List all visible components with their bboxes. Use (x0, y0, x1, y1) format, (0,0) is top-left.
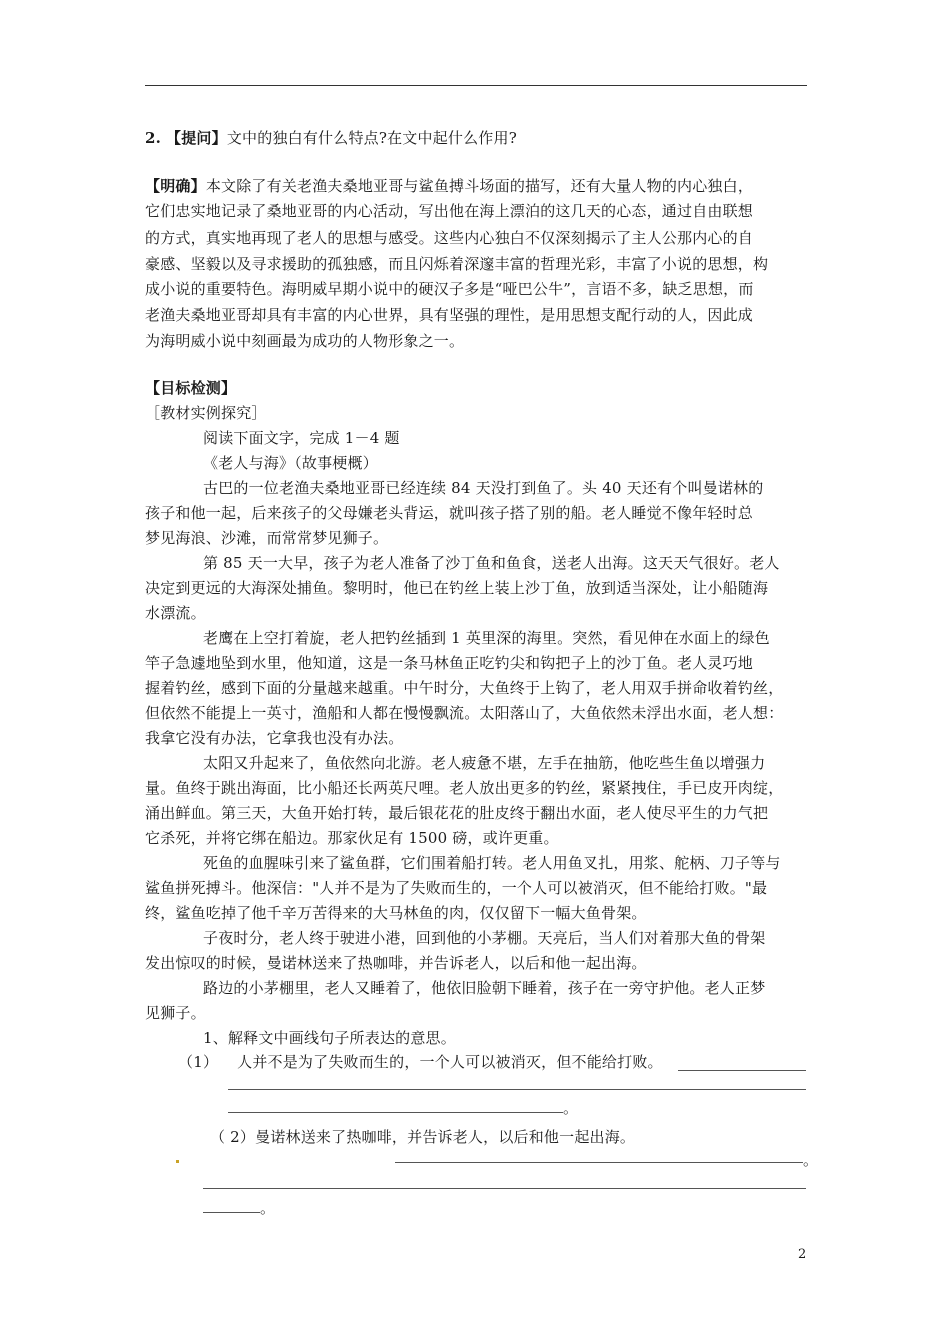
top-rule (145, 85, 807, 86)
answer-blank-1b[interactable] (228, 1089, 806, 1090)
story-line: 路边的小茅棚里，老人又睡着了，他依旧脸朝下睡着，孩子在一旁守护他。老人正梦 (203, 979, 766, 997)
story-line: 终，鲨鱼吃掉了他千辛万苦得来的大马林鱼的肉，仅仅留下一幅大鱼骨架。 (145, 904, 647, 922)
story-line: 子夜时分，老人终于驶进小港，回到他的小茅棚。天亮后，当人们对着那大鱼的骨架 (203, 929, 766, 947)
story-line: 见狮子。 (145, 1004, 206, 1022)
end-mark-3: 。 (260, 1199, 276, 1217)
answer-line-3: 的方式，真实地再现了老人的思想与感受。这些内心独白不仅深刻揭示了主人公那内心的自 (145, 229, 754, 247)
answer-blank-2b[interactable] (203, 1188, 806, 1189)
question-2 (145, 128, 517, 148)
answer-line-7: 为海明威小说中刻画最为成功的人物形象之一。 (145, 332, 465, 350)
question-text: 文中的独白有什么特点?在文中起什么作用? (226, 129, 517, 147)
story-line: 竿子急遽地坠到水里，他知道，这是一条马林鱼正吃钓尖和钩把子上的沙丁鱼。老人灵巧地 (145, 654, 754, 672)
item-2-number: （ 2） (210, 1128, 256, 1146)
story-line: 决定到更远的大海深处捕鱼。黎明时，他已在钓丝上装上沙丁鱼，放到适当深处，让小船随海 (145, 579, 769, 597)
story-line: 老鹰在上空打着旋，老人把钓丝插到 1 英里深的海里。突然，看见伸在水面上的绿色 (203, 629, 770, 647)
story-line: 第 85 天一大早，孩子为老人准备了沙丁鱼和鱼食，送老人出海。这天天气很好。老人 (203, 554, 780, 572)
story-line: 但依然不能提上一英寸，渔船和人都在慢慢飘流。太阳落山了，大鱼依然未浮出水面，老人想： (145, 704, 784, 722)
answer-blank-2a[interactable] (395, 1162, 803, 1163)
answer-blank-1c[interactable] (228, 1112, 563, 1113)
answer-blank-2c[interactable] (203, 1212, 260, 1213)
story-line: 孩子和他一起，后来孩子的父母嫌老头背运，就叫孩子搭了别的船。老人睡觉不像年轻时总 (145, 504, 754, 522)
answer-line-5: 成小说的重要特色。海明威早期小说中的硬汉子多是“哑巴公牛”，言语不多，缺乏思想，而 (145, 280, 754, 298)
story-line: 太阳又升起来了，鱼依然向北游。老人疲惫不堪，左手在抽筋，他吃些生鱼以增强力 (203, 754, 766, 772)
answer-line-1 (145, 176, 753, 196)
answer-blank-1a[interactable] (678, 1070, 806, 1071)
story-line: 梦见海浪、沙滩，而常常梦见狮子。 (145, 529, 389, 547)
exercise-prompt: 1、解释文中画线句子所表达的意思。 (203, 1029, 456, 1047)
mark-dot (176, 1160, 179, 1163)
section-heading: 【目标检测】 (145, 379, 237, 397)
page-number: 2 (798, 1247, 807, 1262)
story-line: 涌出鲜血。第三天，大鱼开始打转，最后银花花的肚皮终于翻出水面，老人使尽平生的力气把 (145, 804, 769, 822)
story-line: 鲨鱼拼死搏斗。他深信："人并不是为了失败而生的，一个人可以被消灭，但不能给打败。"最 (145, 879, 768, 897)
item-1-number: （1） (178, 1053, 219, 1071)
story-line: 发出惊叹的时候，曼诺林送来了热咖啡，并告诉老人，以后和他一起出海。 (145, 954, 647, 972)
story-line: 死鱼的血腥味引来了鲨鱼群，它们围着船打转。老人用鱼叉扎，用浆、舵柄、刀子等与 (203, 854, 781, 872)
end-mark-2: 。 (803, 1151, 819, 1169)
question-number: 2. (145, 129, 162, 147)
story-line: 握着钓丝，感到下面的分量越来越重。中午时分，大鱼终于上钩了，老人用双手拼命收着钓丝， (145, 679, 784, 697)
exercise-item-2 (210, 1127, 635, 1147)
exercise-item-1 (178, 1052, 663, 1072)
section-subheading: ［教材实例探究］ (145, 404, 267, 422)
question-tag: 【提问】 (166, 129, 227, 147)
end-mark-1: 。 (563, 1099, 579, 1117)
story-title: 《老人与海》（故事梗概） (203, 454, 378, 472)
item-1-text: 人并不是为了失败而生的，一个人可以被消灭，但不能给打败。 (237, 1053, 663, 1071)
item-2-text: 曼诺林送来了热咖啡，并告诉老人，以后和他一起出海。 (255, 1128, 636, 1146)
story-line: 它杀死，并将它绑在船边。那家伙足有 1500 磅，或许更重。 (145, 829, 559, 847)
instruction: 阅读下面文字，完成 1－4 题 (203, 429, 400, 447)
story-line: 水漂流。 (145, 604, 206, 622)
answer-line-6: 老渔夫桑地亚哥却具有丰富的内心世界，具有坚强的理性，是用思想支配行动的人，因此成 (145, 306, 754, 324)
answer-tag: 【明确】 (145, 177, 206, 195)
story-line: 我拿它没有办法，它拿我也没有办法。 (145, 729, 404, 747)
answer-line-2: 它们忠实地记录了桑地亚哥的内心活动，写出他在海上漂泊的这几天的心态，通过自由联想 (145, 202, 754, 220)
answer-text: 本文除了有关老渔夫桑地亚哥与鲨鱼搏斗场面的描写，还有大量人物的内心独白， (205, 177, 754, 195)
story-line: 古巴的一位老渔夫桑地亚哥已经连续 84 天没打到鱼了。头 40 天还有个叫曼诺林的 (203, 479, 764, 497)
story-line: 量。鱼终于跳出海面，比小船还长两英尺哩。老人放出更多的钓丝，紧紧拽住，手已皮开肉绽， (145, 779, 784, 797)
answer-line-4: 豪感、坚毅以及寻求援助的孤独感，而且闪烁着深邃丰富的哲理光彩，丰富了小说的思想，构 (145, 255, 769, 273)
